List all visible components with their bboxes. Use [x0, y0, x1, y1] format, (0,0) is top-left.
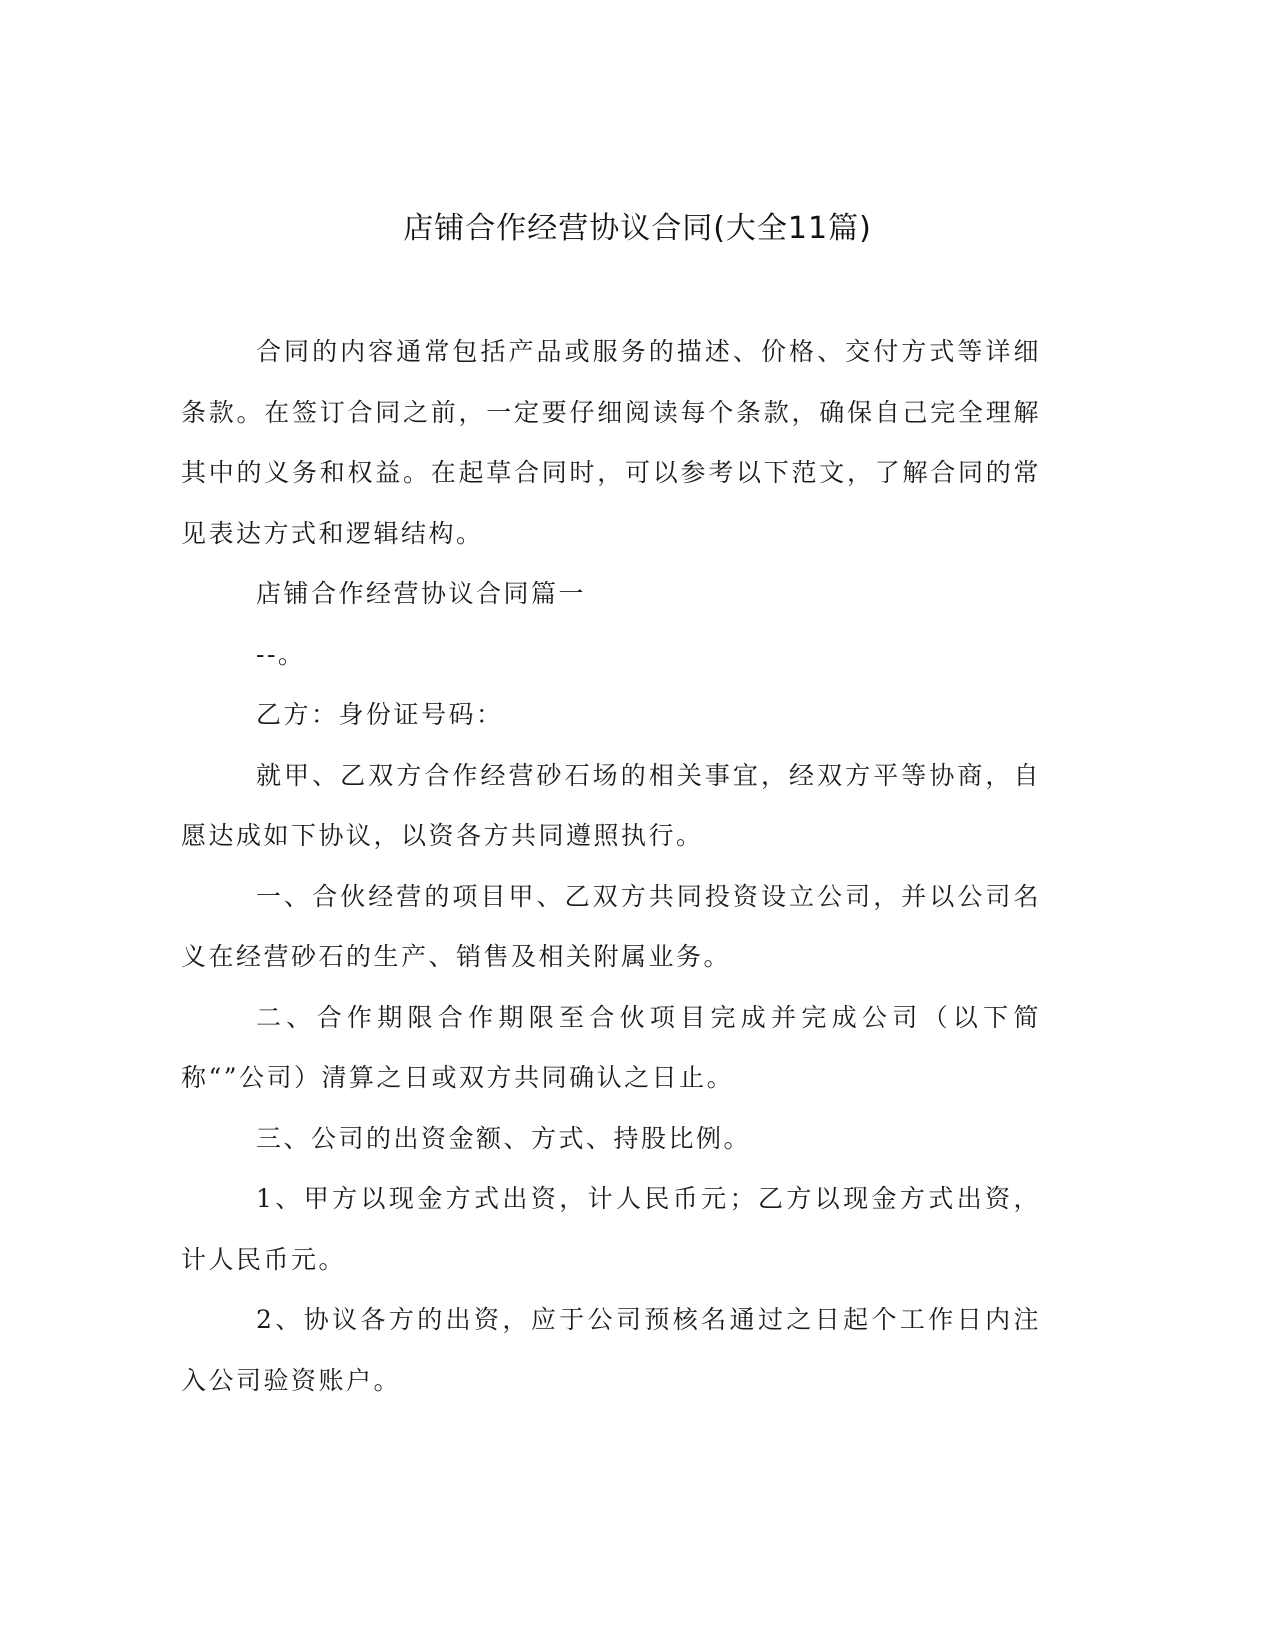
section-heading: 店铺合作经营协议合同篇一 [256, 579, 587, 608]
document-title: 店铺合作经营协议合同(大全11篇) [403, 211, 872, 246]
clause-1: 一、合伙经营的项目甲、乙双方共同投资设立公司，并以公司名义在经营砂石的生产、销售及相关附属业务。 [181, 881, 1041, 971]
intro-paragraph: 合同的内容通常包括产品或服务的描述、价格、交付方式等详细条款。在签订合同之前，一定要仔细阅读每个条款，确保自己完全理解其中的义务和权益。在起草合同时，可以参考以下范文，了解合同的常见表达方式和逻辑结构。 [181, 337, 1041, 548]
paragraph: 就甲、乙双方合作经营砂石场的相关事宜，经双方平等协商，自愿达成如下协议，以资各方共同遵照执行。 [181, 760, 1041, 850]
paragraph: --。 [256, 639, 306, 669]
document-body [181, 322, 1041, 1411]
clause-3-item-1: 1、甲方以现金方式出资，计人民币元；乙方以现金方式出资，计人民币元。 [181, 1184, 1041, 1274]
clause-3: 三、公司的出资金额、方式、持股比例。 [256, 1123, 752, 1153]
party-b-line: 乙方：身份证号码： [256, 700, 504, 729]
clause-3-item-2: 2、协议各方的出资，应于公司预核名通过之日起个工作日内注入公司验资账户。 [181, 1305, 1041, 1395]
clause-2: 二、合作期限合作期限至合伙项目完成并完成公司（以下简称“”公司）清算之日或双方共同确认之日止。 [181, 1002, 1041, 1092]
